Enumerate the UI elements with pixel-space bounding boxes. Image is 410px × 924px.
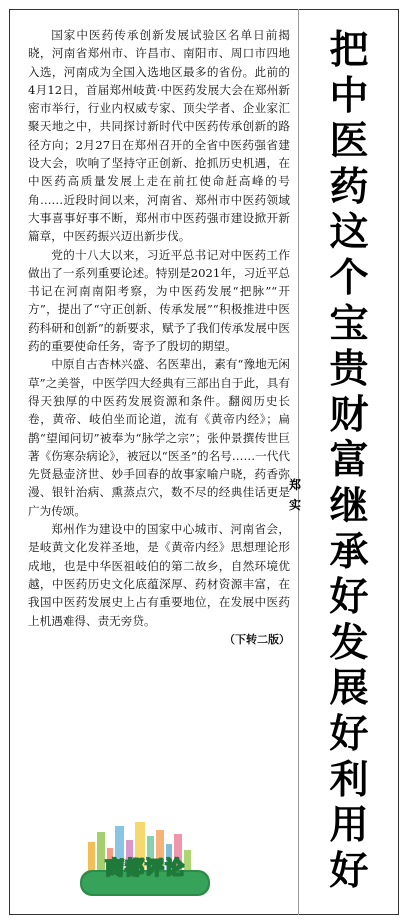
article-title: 把中医药这个宝贵财富继承好发展好利用好 (329, 28, 369, 894)
paragraph-4: 郑州作为建设中的国家中心城市、河南省会，是岐黄文化发祥圣地，是《黄帝内经》思想理论形成地，也是中华医祖岐伯的第二故乡，自然环境优越，中医药历史文化底蕴深厚、药材资源丰富，在我国中医药发展史上占有重要地位，在发展中医药上机遇难得、责无旁贷。 (28, 522, 290, 628)
paragraph-3: 中原自古杏林兴盛、名医辈出，素有“豫地无闲草”之美誉，中医学四大经典有三部出自于此，具有得天独厚的中医药发展资源和条件。翻阅历史长卷，黄帝、岐伯坐而论道，流有《黄帝内经》；扁鹊“望闻问切”被奉为“脉学之宗”；张仲景撰传世巨著《伤寒杂病论》，被冠以“医圣”的名号……一代代先贤悬壶济世、妙手回春的故事家喻户晓，药香弥漫、银针治病、熏蒸点穴，数不尽的经典佳话更是广为传颂。 (28, 357, 290, 518)
article-body (28, 26, 290, 649)
column-logo-text: 商都评论 (104, 857, 185, 879)
author-byline: 郑实 (288, 478, 301, 512)
paragraph-2: 党的十八大以来，习近平总书记对中医药工作做出了一系列重要论述。特别是2021年，习近平总书记在河南南阳考察，为中医药发展“把脉”“开方”，提出了“守正创新、传承发展”“积极推进中医药科研和创新”的新要求，赋予了我们传承发展中医药的重要使命任务，寄予了殷切的期望。 (28, 247, 290, 354)
paragraph-1: 国家中医药传承创新发展试验区名单日前揭晓，河南省郑州市、许昌市、南阳市、周口市四地入选，河南成为全国入选地区最多的省份。此前的4月12日，首届郑州岐黄·中医药发展大会在郑州新密市举行，行业内权威专家、顶尖学者、企业家汇聚天地之中，共同探讨新时代中医药传承创新的路径方向；2月27日在郑州召开的全省中医药强省建设大会，吹响了坚持守正创新、抢抓历史机遇，在中医药高质量发展上走在前扛使命赶高峰的号角……近段时间以来，河南省、郑州市中医药领域大事喜事好事不断，郑州市中医药强市建设掀开新篇章，中医药振兴迈出新步伐。 (28, 28, 290, 244)
continuation-note: （下转二版） (224, 632, 290, 646)
column-divider (298, 9, 299, 915)
